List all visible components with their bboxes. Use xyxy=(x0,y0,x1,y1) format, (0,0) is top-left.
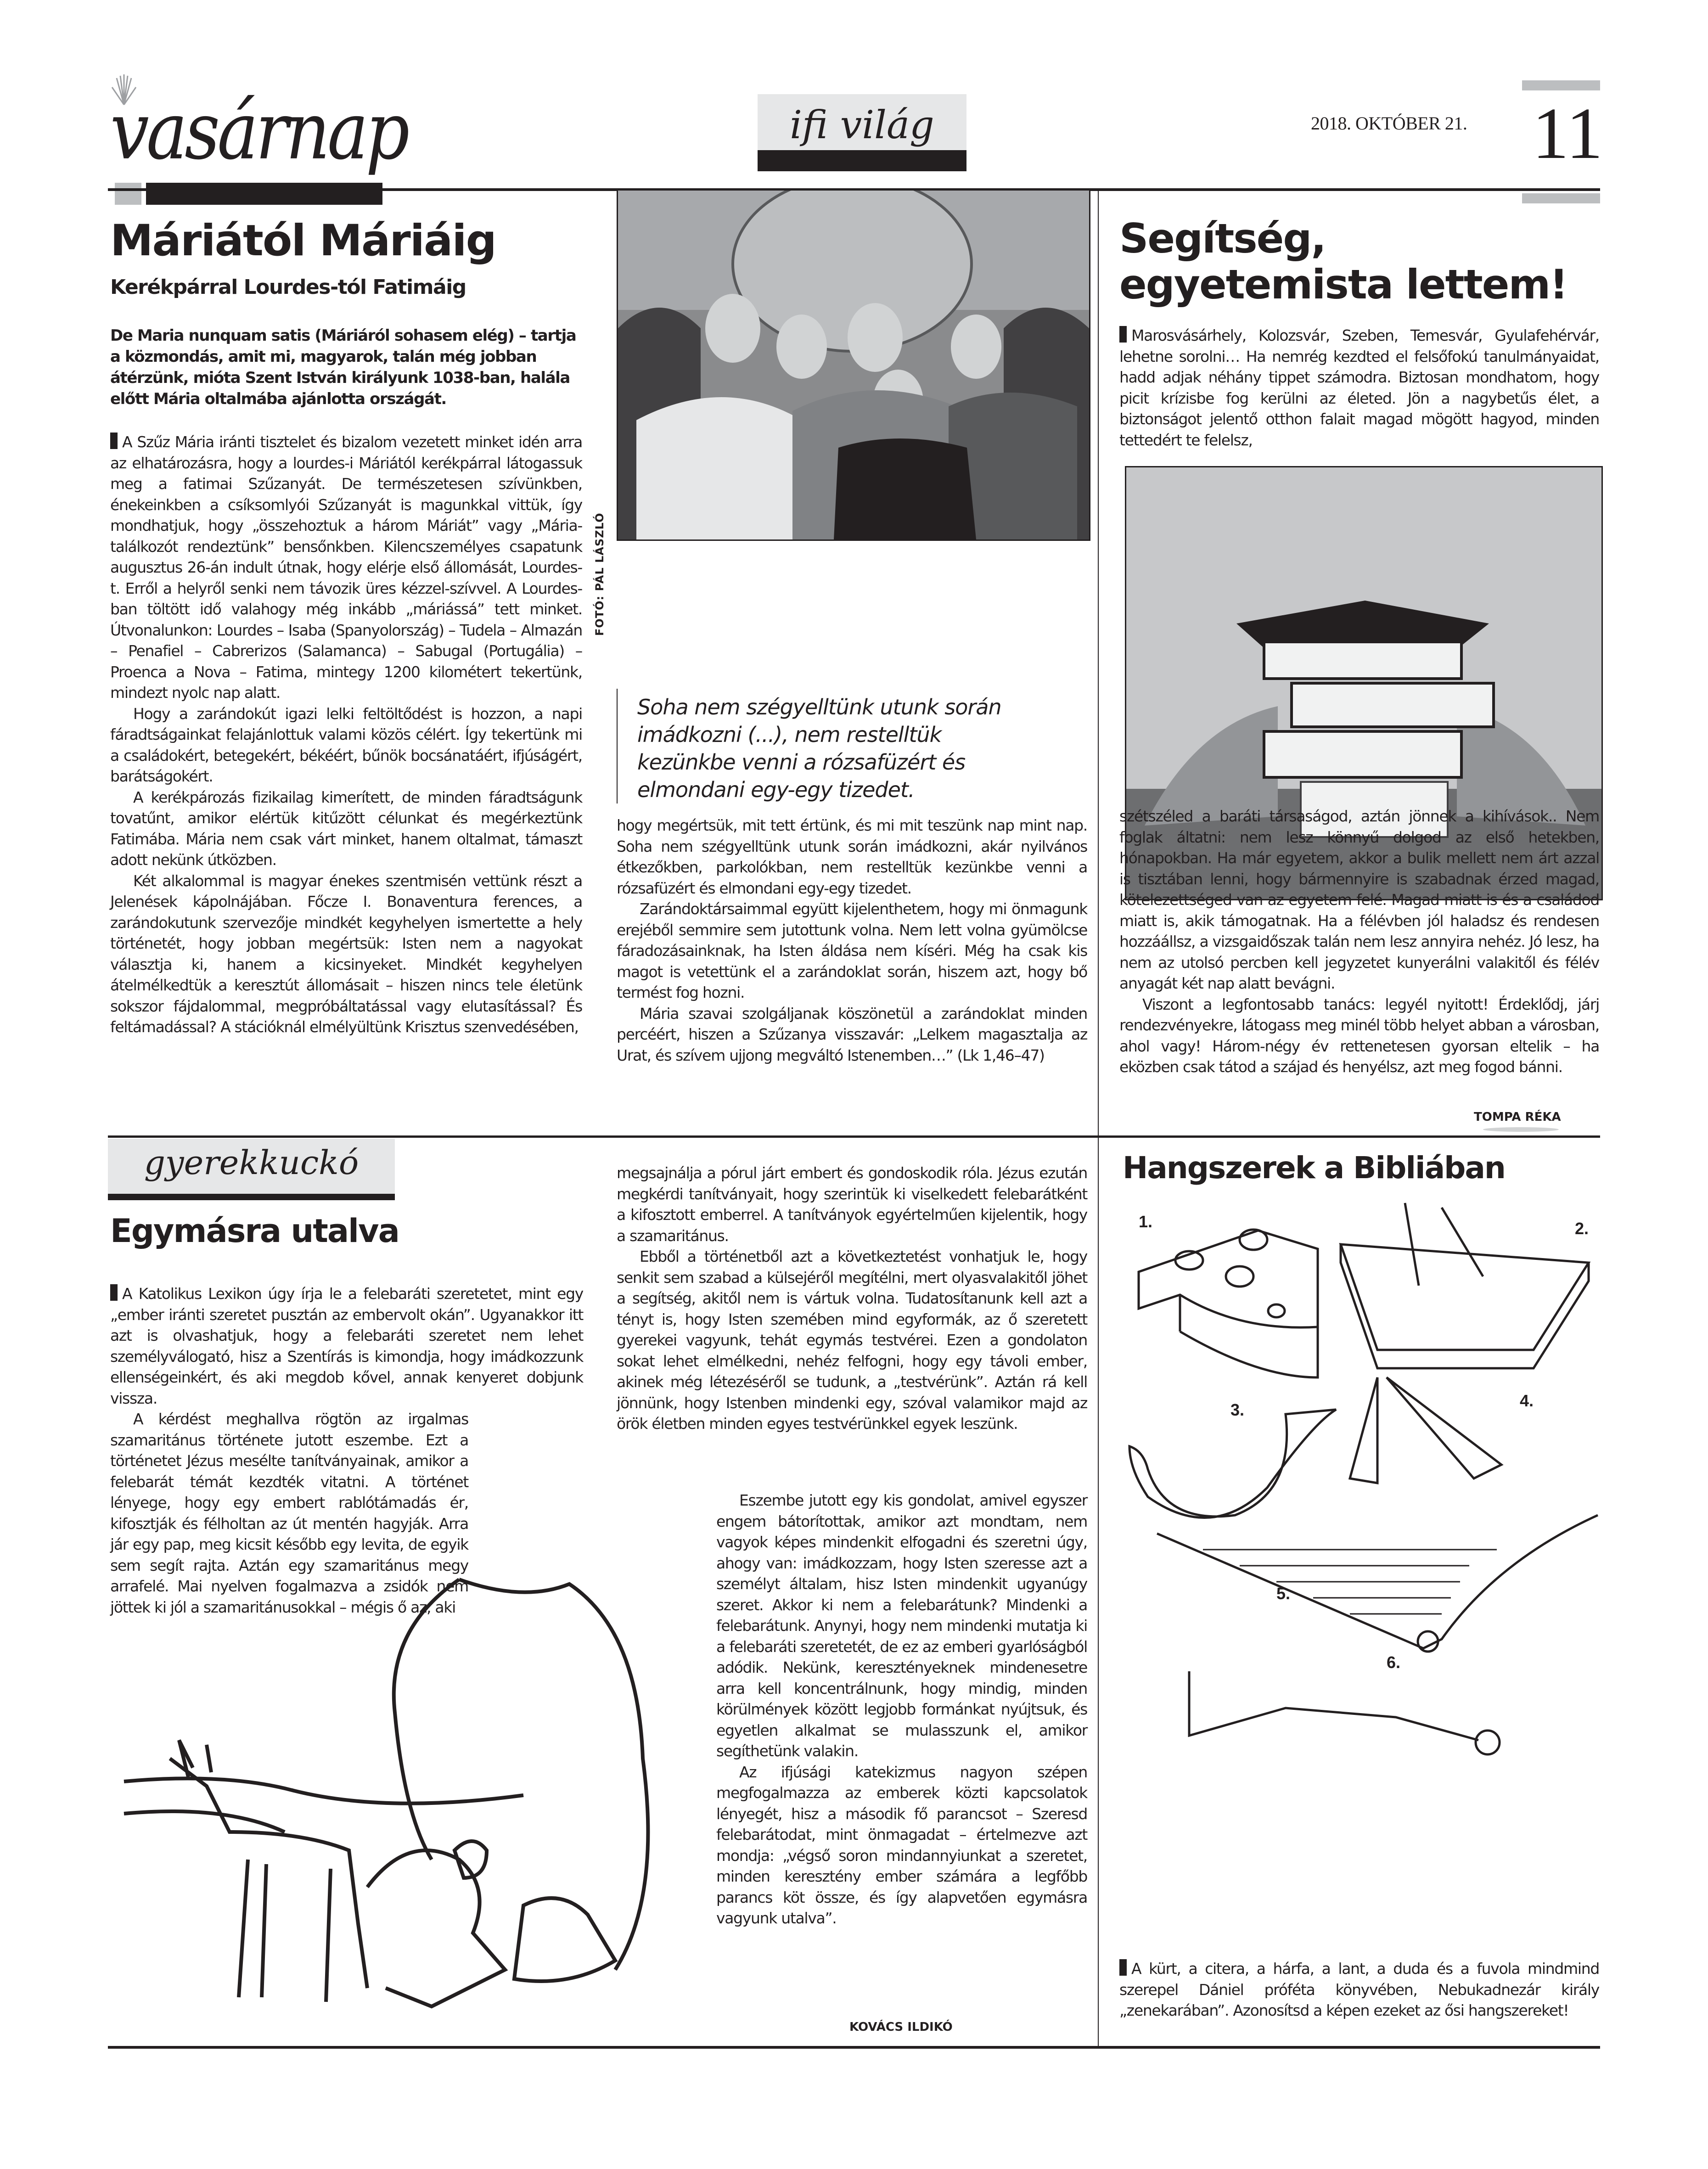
quote-rule xyxy=(617,689,618,804)
paragraph-marker xyxy=(1119,326,1127,343)
paragraph-text: Marosvásárhely, Kolozsvár, Szeben, Temesvár, Gyulafehérvár, lehetne sorolni… Ha nemrég kezdted el felsőfokú tanulmányaidat, hadd adjak néhány tippet számodra. Biztosan mondhatom, hogy picit krízisbe fog kerülni az életed. Jön a nagybetűs élet, a biztonságot jelentő otthon falait magad mögött hagyod, minden tettedért te felelsz, xyxy=(1119,326,1599,449)
paragraph xyxy=(110,1283,583,1409)
instrument-label: 3. xyxy=(1230,1400,1245,1419)
group-photo-image xyxy=(618,191,1089,539)
article4-caption xyxy=(1119,1958,1599,2021)
gyerekkucko-label: gyerekkuckó xyxy=(144,1143,359,1182)
article2-title: Segítség, egyetemista lettem! xyxy=(1119,215,1568,308)
paragraph: Eszembe jutott egy kis gondolat, amivel egyszer engem bátorítottak, amikor azt mondtam, nem vagyok képes mindenkit elfogadni és szeretni úgy, ahogy van: imádkozzam, hogy Isten szeresse azt a személyt általam, hisz Isten mindenkit ugyanúgy szeret. Akkor ki nem a felebarátunk? Mindenki a felebarátunk. Anynyi, hogy nem mindenki mutatja ki a felebaráti szeretetét, de ez az emberi gyarlóságból adódik. Nekünk, keresztényeknek mindenesetre arra kell koncentrálnunk, hogy mindig, minden körülmények között legjobb formánkat nyújtsuk, és egyetlen alkalmat se mulasszunk el, amikor segíthetünk valakin. xyxy=(716,1491,1087,1760)
masthead-logo xyxy=(110,73,407,178)
column-divider-lower xyxy=(1098,1138,1099,2046)
paragraph: megsajnálja a pórul járt embert és gondoskodik róla. Jézus ezután megkérdi tanítványait, hogy szerintük ki viselkedett felebarátként a kifosztott emberrel. A tanítványok egyértelműen kijelentik, hogy a szamaritánus. xyxy=(617,1164,1087,1245)
article2-body-top xyxy=(1119,325,1599,450)
page-number-box xyxy=(1522,80,1603,220)
logo-underline xyxy=(146,183,382,205)
pull-quote: Soha nem szégyelltünk utunk során imádkozni (...), nem restelltük kezünkbe venni a rózsafüzért és elmondani egy-egy tizedet. xyxy=(637,695,1001,802)
paragraph: szétszéled a baráti társaságod, aztán jönnek a kihívások.. Nem foglak áltatni: nem lesz könnyű dolgod az első hetekben, hónapokban. Ha már egyetem, akkor a bulik mellett nem árt azzal is tisztában lenni, hogy bármennyire is szabadnak érzed magad, kötelezettséged van az egyetem felé. Magad miatt is és a családod miatt is, akik támogatnak. Ha a félévben jól haladsz és rendesen hozzáállsz, a vizsgaidőszak talán nem lesz annyira nehéz. Jó lesz, ha nem az utolsó percben kell jegyzetet kunyerálni valakitől és félév anyagát két nap alatt bevágni. xyxy=(1119,807,1599,992)
article1-body-col1 xyxy=(110,432,582,1038)
article2-body-bottom xyxy=(1119,806,1599,1078)
footer-rule xyxy=(108,2046,1600,2049)
paragraph: hogy megértsük, mit tett értünk, és mi mit teszünk nap mint nap. Soha nem szégyelltünk utunk során imádkozni, akár nyilvános étkezőkben, parkolókban, nem restelltük kezünkbe venni a rózsafüzért és elmondani egy-egy tizedet. xyxy=(617,816,1087,897)
article2-author: TOMPA RÉKA xyxy=(1474,1110,1561,1124)
section-rule xyxy=(108,1135,1600,1138)
photo-credit: FOTÓ: PÁL LÁSZLÓ xyxy=(593,512,606,636)
article3-body-col2 xyxy=(617,1163,1087,1434)
instrument-label: 4. xyxy=(1520,1391,1534,1410)
instruments-drawing xyxy=(1120,1194,1607,1924)
good-samaritan-drawing xyxy=(110,1575,799,2034)
paragraph: Zarándoktársaimmal együtt kijelenthetem, hogy mi önmagunk erejéből semmire sem jutottunk volna. Nem lett volna gyümölcse fáradozásainknak, ha Isten áldása nem kíséri. Még ha csak kis magot is vetettünk el a zarándoklat során, hiszem azt, hogy bő termést fog hozni. xyxy=(617,900,1087,1001)
article1-subtitle: Kerékpárral Lourdes-tól Fatimáig xyxy=(110,275,466,299)
article3-title: Egymásra utalva xyxy=(110,1212,399,1250)
article1-photo xyxy=(617,189,1090,541)
paragraph: Mária szavai szolgáljanak köszönetül a zarándoklat minden percéért, hiszen a Szűzanya visszavár: „Lelkem magasztalja az Urat, és szívem ujjong megváltó Istenemben…” (Lk 1,46–47) xyxy=(617,1004,1087,1064)
paragraph: A kérdést meghallva rögtön az irgalmas szamaritánus története jutott eszembe. Ezt a történetet Jézus mesélte tanítványainak, amikor a felebarát témát kezdték vitatni. A történet lényege, hogy egy embert rablótámadás ér, kifosztják és félholtan az út mentén hagyják. Arra jár egy pap, meg kicsit később egy levita, de egyik sem segít rajta. Aztán egy szamaritánus megy arrafelé. Mai nyelven fogalmazva a zsidók nem jöttek ki jól a szamaritánusokkal – mégis ő az, aki xyxy=(110,1410,468,1616)
paragraph: Viszont a legfontosabb tanács: legyél nyitott! Érdeklődj, járj rendezvényekre, látogass meg minél több helyet abban a városban, ahol vagy! Három-négy év rettenetesen gyorsan eltelik – ha eközben csak tátod a szájad és henyélsz, azt meg fogod bánni. xyxy=(1119,995,1599,1076)
instrument-label: 2. xyxy=(1575,1219,1589,1238)
paragraph: Két alkalommal is magyar énekes szentmisén vettünk részt a Jelenések kápolnájában. Főcze I. Bonaventura ferences, a zarándokutunk szervezője mindkét kegyhelyen ismertette a hely történetét, hogy jobban megértsük: Isten nem a nagyokat választja ki, hanem a kicsinyeket. Mindkét kegyhelyen átelmélkedtük a keresztút állomásait – hiszen nincs tele életünk sokszor fájdalommal, megpróbáltatással vagy elutasítással? És feltámadással? A stációknál elmélyültünk Krisztus szenvedésében, xyxy=(110,871,582,1036)
gyerekkucko-underline xyxy=(108,1194,395,1200)
logo-accent xyxy=(115,183,141,205)
issue-date: 2018. OKTÓBER 21. xyxy=(1311,113,1467,134)
instruments-illustration xyxy=(1120,1194,1607,1924)
paragraph-marker xyxy=(110,433,118,449)
article1-body-col2 xyxy=(617,815,1087,1066)
samaritan-illustration xyxy=(110,1575,799,2034)
article3-body-col1 xyxy=(110,1283,583,1618)
page-number: 11 xyxy=(1532,92,1603,174)
paragraph xyxy=(1119,325,1599,450)
paragraph xyxy=(110,432,582,703)
page-number-rule-bottom xyxy=(1522,193,1600,203)
article3-body-col2-lower xyxy=(716,1490,1087,1929)
column-divider xyxy=(1098,191,1099,1135)
article4-title: Hangszerek a Bibliában xyxy=(1123,1150,1505,1186)
paragraph-text: A Katolikus Lexikon úgy írja le a felebaráti szeretetet, mint egy „ember iránti szeretet pusztán az embervolt okán”. Ugyanakkor itt azt is olvashatjuk, hogy a felebaráti szeretet nem lehet személyválogató, hisz a Szentírás is kimondja, hogy imádkozzunk ellenségeinkért, és aki megdob kővel, annak kenyeret dobjunk vissza. xyxy=(110,1285,583,1407)
paragraph-text: A Szűz Mária iránti tisztelet és bizalom vezetett minket idén arra az elhatározásra, hogy a lourdes-i Máriától kerékpárral látogassuk meg a fatimai Szűzanyát. De természetesen szívünkben, énekeinkben a csíksomlyói Szűzanyát is magunkkal vittük, így mondhatjuk, hogy „összehoztuk a három Máriát” vagy „Mária-találkozót rendeztünk” bensőnkben. Kilencszemélyes csapatunk augusztus 26-án indult útnak, hogy elérje első állomását, Lourdes-t. Erről a helyről senki nem távozik üres kézzel-szívvel. A Lourdes-ban töltött idő valahogy még inkább „máriássá” tett minket. Útvonalunkon: Lourdes – Isaba (Spanyolország) – Tudela – Almazán – Penafiel – Cabrerizos (Salamanca) – Sabugal (Portugália) – Proenca a Nova – Fatima, mintegy 1200 kilométert tekertünk, mindezt nyolc nap alatt. xyxy=(110,433,582,702)
gyerekkucko-tag xyxy=(108,1139,395,1194)
article1-lead: De Maria nunquam satis (Máriáról sohasem elég) – tartja a közmondás, amit mi, magyarok, talán még jobban átérzünk, mióta Szent István királyunk 1038-ban, halála előtt Mária oltalmába ajánlotta országát. xyxy=(110,326,576,408)
instrument-label: 1. xyxy=(1139,1212,1153,1231)
paragraph: Az ifjúsági katekizmus nagyon szépen megfogalmazza az emberek közti kapcsolatok lényegét, hisz a második fő parancsot – Szeresd felebarátodat, mint önmagadat – értelmezve azt mondja: „végső soron mindannyiunkat a szeretet, minden keresztény ember számára a legfőbb parancs köt össze, és így alapvetően egymásra vagyunk utalva”. xyxy=(716,1763,1087,1927)
paragraph xyxy=(1119,1958,1599,2021)
instrument-label: 6. xyxy=(1387,1653,1401,1672)
paragraph: Ebből a történetből azt a következtetést vonhatjuk le, hogy senkit sem szabad a külsejéről megítélni, mert olyasvalakitől jöhet a segítség, akitől nem is vártuk volna. Tudatosítanunk kell azt a tényt is, hogy Isten szemében mind egyformák, az ő szeretett gyerekei vagyunk, tehát egymás testvérei. Ezen a gondolaton sokat lehet elmélkedni, nehéz felfogni, hogy egy távoli ember, akinek még létezéséről se tudunk, a „testvérünk”. Aztán rá kell jönnünk, hogy Istenben mindenki egy, szóval valamikor majd az örök életben minden egyes testvérünkkel egyek leszünk. xyxy=(617,1247,1087,1433)
article1-title: Máriától Máriáig xyxy=(110,216,496,266)
instrument-label: 5. xyxy=(1276,1584,1291,1603)
paragraph-marker xyxy=(110,1284,118,1301)
section-label: ifi világ xyxy=(790,102,934,147)
logo-text: vasárnap xyxy=(110,85,407,178)
paragraph: A kerékpározás fizikailag kimerített, de minden fáradtságunk tovatűnt, amikor elértük kitűzött célunkat és megérkeztünk Fatimába. Mária nem csak várt minket, hanem oltalmat, támaszt adott nekünk útközben. xyxy=(110,788,582,869)
caption-text: A kürt, a citera, a hárfa, a lant, a duda és a fuvola mindmind szerepel Dániel próféta könyvében, Nebukadnezár király „zenekarában”. Azonosítsd a képen ezeket az ősi hangszereket! xyxy=(1119,1960,1599,2019)
article3-author: KOVÁCS ILDIKÓ xyxy=(849,2020,953,2034)
author-rule xyxy=(1483,1127,1559,1132)
paragraph-marker xyxy=(1119,1959,1127,1976)
section-underline xyxy=(758,150,966,171)
section-tag xyxy=(758,94,966,168)
paragraph: Hogy a zarándokút igazi lelki feltöltődést is hozzon, a napi fáradtságainkat felajánlottuk valami közös célért. Így tekertünk mi a családokért, betegekért, békéért, bűnök bocsánatáért, ifjúságért, barátságokért. xyxy=(110,704,582,785)
page-number-rule-top xyxy=(1522,80,1600,90)
